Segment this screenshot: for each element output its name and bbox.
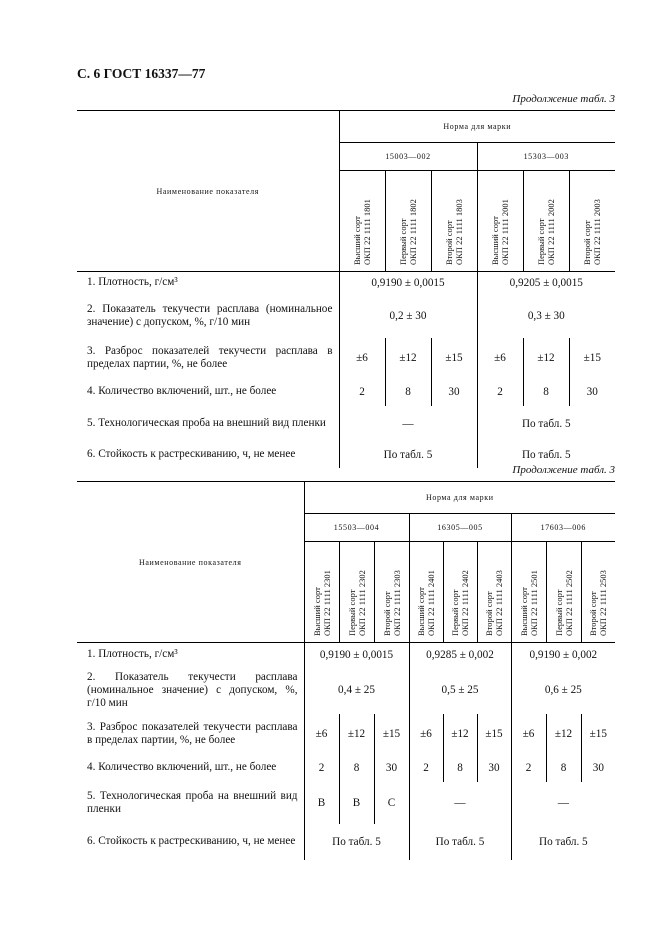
table1-sort-header: Второй сорт ОКП 22 1111 2003	[569, 171, 615, 272]
cell-value: 2	[339, 378, 385, 406]
cell-value: ±15	[581, 714, 615, 754]
table2-norm-header: Норма для марки	[304, 482, 615, 514]
cell-value: ±6	[511, 714, 546, 754]
table1-sort-header: Второй сорт ОКП 22 1111 1803	[431, 171, 477, 272]
table1	[77, 110, 615, 468]
cell-value: 0,5 ± 25	[409, 667, 511, 714]
row-name: 3. Разброс показателей текучести расплава в пределах партии, %, не более	[87, 344, 333, 370]
table2-sort-header: Высший сорт ОКП 22 1111 2501	[511, 542, 546, 643]
table-row	[77, 782, 615, 824]
table-row	[77, 272, 615, 294]
table-row	[77, 667, 615, 714]
cell-value: 2	[477, 378, 523, 406]
table-row	[77, 824, 615, 860]
cell-value: —	[409, 782, 511, 824]
cell-value: 0,9190 ± 0,0015	[339, 272, 477, 294]
table-row	[77, 378, 615, 406]
cell-value: По табл. 5	[477, 406, 615, 442]
table-row	[77, 338, 615, 378]
table-row	[77, 406, 615, 442]
row-name: 3. Разброс показателей текучести расплава в пределах партии, %, не более	[87, 720, 298, 746]
table2-name-header: Наименование показателя	[77, 482, 304, 643]
cell-value: ±12	[385, 338, 431, 378]
cell-value: По табл. 5	[409, 824, 511, 860]
cell-value: 2	[409, 754, 443, 782]
cell-value: 8	[339, 754, 374, 782]
table1-norm-header: Норма для марки	[339, 111, 615, 143]
table2-grade: 15503—004	[304, 514, 409, 542]
cell-value: 8	[546, 754, 581, 782]
table2-grade: 17603—006	[511, 514, 615, 542]
cell-value: 30	[374, 754, 409, 782]
cell-value: ±12	[546, 714, 581, 754]
table2-sort-header: Первый сорт ОКП 22 1111 2502	[546, 542, 581, 643]
table2-sort-header: Высший сорт ОКП 22 1111 2401	[409, 542, 443, 643]
cell-value: По табл. 5	[511, 824, 615, 860]
row-name: 2. Показатель текучести расплава (номинальное значение) с допуском, %, г/10 мин	[87, 670, 298, 709]
cell-value: 8	[385, 378, 431, 406]
cell-value: 30	[477, 754, 511, 782]
row-name: 6. Стойкость к растрескиванию, ч, не менее	[87, 835, 296, 847]
cell-value: В	[339, 782, 374, 824]
table2-continuation: Продолжение табл. 3	[512, 464, 615, 476]
table1-name-header: Наименование показателя	[77, 111, 339, 272]
cell-value: 0,9285 ± 0,002	[409, 643, 511, 667]
cell-value: ±12	[443, 714, 477, 754]
cell-value: По табл. 5	[477, 442, 615, 468]
table2-sort-header: Первый сорт ОКП 22 1111 2402	[443, 542, 477, 643]
cell-value: ±6	[477, 338, 523, 378]
cell-value: 0,3 ± 30	[477, 294, 615, 338]
cell-value: ±6	[304, 714, 339, 754]
cell-value: По табл. 5	[304, 824, 409, 860]
table-row	[77, 643, 615, 667]
cell-value: —	[339, 406, 477, 442]
cell-value: ±12	[339, 714, 374, 754]
cell-value: 30	[581, 754, 615, 782]
table1-sort-header: Высший сорт ОКП 22 1111 2001	[477, 171, 523, 272]
row-name: 4. Количество включений, шт., не более	[87, 385, 277, 397]
table1-grade: 15003—002	[339, 143, 477, 171]
table2-sort-header: Высший сорт ОКП 22 1111 2301	[304, 542, 339, 643]
table2-sort-header: Второй сорт ОКП 22 1111 2403	[477, 542, 511, 643]
cell-value: 0,9190 ± 0,0015	[304, 643, 409, 667]
table2-sort-header: Второй сорт ОКП 22 1111 2303	[374, 542, 409, 643]
cell-value: ±15	[374, 714, 409, 754]
row-name: 1. Плотность, г/см³	[87, 648, 178, 661]
cell-value: 30	[569, 378, 615, 406]
table2-grade: 16305—005	[409, 514, 511, 542]
cell-value: ±15	[569, 338, 615, 378]
row-name: 5. Технологическая проба на внешний вид пленки	[87, 789, 298, 815]
cell-value: 2	[304, 754, 339, 782]
cell-value: 30	[431, 378, 477, 406]
row-name: 1. Плотность, г/см³	[87, 276, 178, 289]
row-name: 6. Стойкость к растрескиванию, ч, не менее	[87, 448, 296, 460]
table-row	[77, 754, 615, 782]
cell-value: 0,9190 ± 0,002	[511, 643, 615, 667]
cell-value: —	[511, 782, 615, 824]
cell-value: По табл. 5	[339, 442, 477, 468]
cell-value: 8	[523, 378, 569, 406]
cell-value: 0,6 ± 25	[511, 667, 615, 714]
cell-value: 2	[511, 754, 546, 782]
row-name: 4. Количество включений, шт., не более	[87, 761, 277, 773]
table2-sort-header: Второй сорт ОКП 22 1111 2503	[581, 542, 615, 643]
cell-value: В	[304, 782, 339, 824]
table-row	[77, 294, 615, 338]
cell-value: 8	[443, 754, 477, 782]
table2	[77, 481, 615, 860]
table2-sort-header: Первый сорт ОКП 22 1111 2302	[339, 542, 374, 643]
cell-value: ±12	[523, 338, 569, 378]
table1-sort-header: Высший сорт ОКП 22 1111 1801	[339, 171, 385, 272]
table1-grade: 15303—003	[477, 143, 615, 171]
table1-sort-header: Первый сорт ОКП 22 1111 1802	[385, 171, 431, 272]
row-name: 5. Технологическая проба на внешний вид пленки	[87, 417, 326, 429]
row-name: 2. Показатель текучести расплава (номинальное значение) с допуском, %, г/10 мин	[87, 302, 333, 328]
cell-value: С	[374, 782, 409, 824]
table1-continuation: Продолжение табл. 3	[512, 93, 615, 105]
cell-value: 0,2 ± 30	[339, 294, 477, 338]
cell-value: ±6	[339, 338, 385, 378]
cell-value: ±15	[431, 338, 477, 378]
table1-sort-header: Первый сорт ОКП 22 1111 2002	[523, 171, 569, 272]
page-header: С. 6 ГОСТ 16337—77	[77, 66, 206, 81]
cell-value: ±6	[409, 714, 443, 754]
table-row	[77, 714, 615, 754]
cell-value: ±15	[477, 714, 511, 754]
cell-value: 0,4 ± 25	[304, 667, 409, 714]
cell-value: 0,9205 ± 0,0015	[477, 272, 615, 294]
